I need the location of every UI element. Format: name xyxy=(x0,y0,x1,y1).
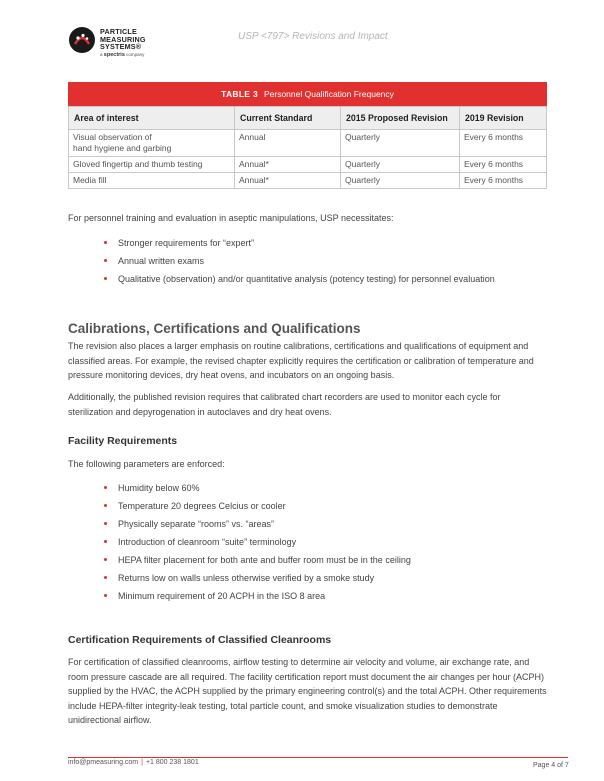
bullet-icon xyxy=(104,241,107,244)
list-item: Annual written exams xyxy=(104,252,554,270)
footer-email-link[interactable]: info@pmeasuring.com xyxy=(68,759,139,766)
table-cell: Every 6 months xyxy=(460,173,547,189)
list-item: Physically separate “rooms” vs. “areas” xyxy=(104,515,554,533)
logo-mark-icon xyxy=(68,26,96,54)
list-item: Minimum requirement of 20 ACPH in the ISO 8 area xyxy=(104,587,554,605)
section-heading-certification: Certification Requirements of Classified Cleanrooms xyxy=(68,634,332,646)
logo-tagline: a spectris company xyxy=(100,52,145,58)
column-header: Area of interest xyxy=(69,107,235,130)
table-cell: Visual observation of hand hygiene and garbing xyxy=(69,130,235,157)
training-requirements-list xyxy=(104,234,554,288)
section-heading-facility: Facility Requirements xyxy=(68,435,178,447)
table-caption xyxy=(68,82,547,106)
table-title: Personnel Qualification Frequency xyxy=(263,89,394,99)
calibrations-paragraph-2: Additionally, the published revision requires that calibrated chart recorders are used to monitor each cycle for sterilization and depyrogenation in autoclaves and dry heat ovens. xyxy=(68,392,501,417)
training-intro: For personnel training and evaluation in aseptic manipulations, USP necessitates: xyxy=(68,213,394,223)
bullet-icon xyxy=(104,504,107,507)
table-cell: Quarterly xyxy=(341,173,460,189)
calibrations-paragraph-1: The revision also places a larger emphasis on routine calibrations, certifications and qualifications of equipment and classified areas. For example, the revised chapter explicitly requires the certification or calibration of temperature and pressure monitoring devices, dry heat ovens, and incubators on an ongoing basis. xyxy=(68,341,534,380)
table-row xyxy=(69,130,547,157)
table-row xyxy=(69,173,547,189)
table-cell: Annual* xyxy=(235,173,341,189)
facility-requirements-list xyxy=(104,479,554,605)
footer-contact: info@pmeasuring.com | +1 800 238 1801 xyxy=(68,759,199,766)
company-logo xyxy=(68,26,178,62)
bullet-icon xyxy=(104,576,107,579)
bullet-icon xyxy=(104,486,107,489)
bullet-icon xyxy=(104,259,107,262)
table-cell: Annual* xyxy=(235,157,341,173)
section-heading-calibrations: Calibrations, Certifications and Qualifications xyxy=(68,321,361,336)
table-cell: Annual xyxy=(235,130,341,157)
bullet-icon xyxy=(104,558,107,561)
list-item: Qualitative (observation) and/or quantitative analysis (potency testing) for personnel evaluation xyxy=(104,270,554,288)
table-label: TABLE 3 xyxy=(221,89,258,99)
page-number: Page 4 of 7 xyxy=(533,762,569,769)
bullet-icon xyxy=(104,594,107,597)
bullet-icon xyxy=(104,522,107,525)
table-cell: Media fill xyxy=(69,173,235,189)
table-cell: Every 6 months xyxy=(460,157,547,173)
table-row xyxy=(69,157,547,173)
footer-phone: +1 800 238 1801 xyxy=(145,759,199,766)
list-item: Stronger requirements for “expert” xyxy=(104,234,554,252)
list-item: HEPA filter placement for both ante and buffer room must be in the ceiling xyxy=(104,551,554,569)
facility-intro: The following parameters are enforced: xyxy=(68,459,225,469)
column-header: 2015 Proposed Revision xyxy=(341,107,460,130)
table-header-row xyxy=(69,107,547,130)
personnel-qualification-table xyxy=(68,82,547,189)
table-cell: Gloved fingertip and thumb testing xyxy=(69,157,235,173)
table-cell: Quarterly xyxy=(341,157,460,173)
list-item: Introduction of cleanroom “suite” terminology xyxy=(104,533,554,551)
document-header-title: USP <797> Revisions and Impact xyxy=(238,31,388,42)
bullet-icon xyxy=(104,277,107,280)
bullet-icon xyxy=(104,540,107,543)
list-item: Humidity below 60% xyxy=(104,479,554,497)
list-item: Returns low on walls unless otherwise verified by a smoke study xyxy=(104,569,554,587)
table-cell: Every 6 months xyxy=(460,130,547,157)
certification-paragraph: For certification of classified cleanrooms, airflow testing to determine air velocity and volume, air exchange rate, and room pressure cascade are all required. The facility certification report must document the air changes per hour (ACPH) supplied by the HVAC, the ACPH supplied by the primary engineering control(s) and the total ACPH. Other requirements include HEPA-filter integrity-leak testing, total particle count, and smoke visualization studies to demonstrate unidirectional airflow. xyxy=(68,657,547,725)
column-header: Current Standard xyxy=(235,107,341,130)
list-item: Temperature 20 degrees Celcius or cooler xyxy=(104,497,554,515)
column-header: 2019 Revision xyxy=(460,107,547,130)
footer-divider xyxy=(68,757,568,758)
logo-wordmark: PARTICLE MEASURING SYSTEMS® xyxy=(100,27,146,52)
table-cell: Quarterly xyxy=(341,130,460,157)
